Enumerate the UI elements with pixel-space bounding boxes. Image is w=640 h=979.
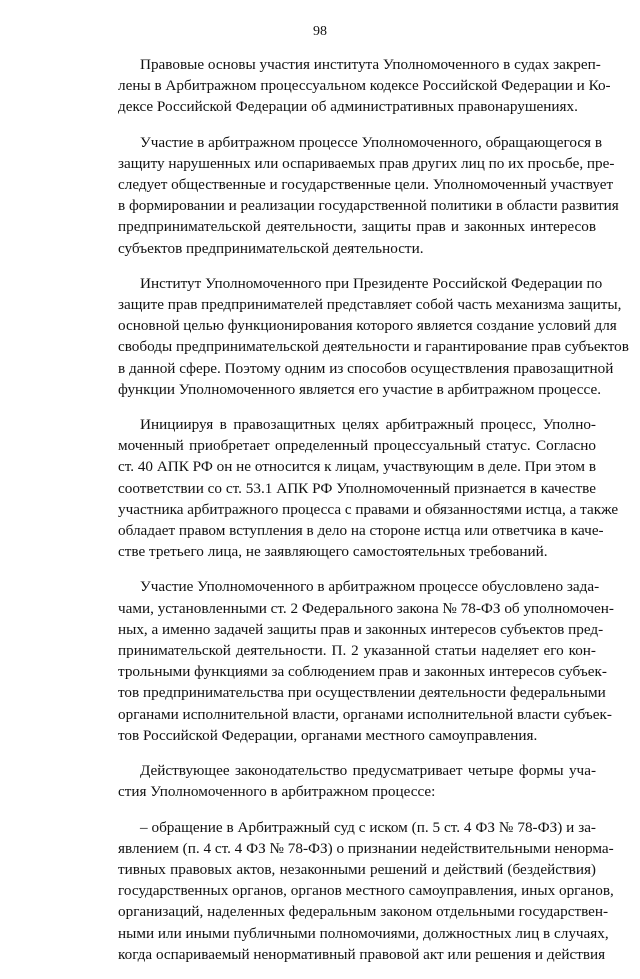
- text-line: тивных правовых актов, незаконными решений и действий (бездействия): [118, 860, 596, 878]
- text-line: принимательской деятельности. П. 2 указанной статьи наделяет его кон-: [118, 642, 596, 660]
- text-line: дексе Российской Федерации об административных правонарушениях.: [118, 98, 578, 116]
- text-line: обладает правом вступления в дело на стороне истца или ответчика в каче-: [118, 522, 604, 540]
- text-line: лены в Арбитражном процессуальном кодексе Российской Федерации и Ко-: [118, 77, 611, 95]
- text-line: ных, а именно задачей защиты прав и законных интересов субъектов пред-: [118, 620, 604, 638]
- text-line: защите прав предпринимателей представляет собой часть механизма защиты,: [118, 296, 622, 314]
- text-line: предпринимательской деятельности, защиты прав и законных интересов: [118, 218, 596, 236]
- paragraph-form-lawsuit: [118, 817, 614, 965]
- text-line: Участие Уполномоченного в арбитражном процессе обусловлено зада-: [140, 578, 600, 596]
- text-line: основной целью функционирования которого является создание условий для: [118, 317, 617, 335]
- text-line: функции Уполномоченного является его участие в арбитражном процессе.: [118, 380, 601, 398]
- text-line: стия Уполномоченного в арбитражном процессе:: [118, 783, 436, 801]
- text-line: Участие в арбитражном процессе Уполномоченного, обращающегося в: [140, 133, 603, 151]
- paragraph-procedural-status: [118, 414, 619, 562]
- paragraph-forms-intro: [118, 760, 596, 802]
- text-line: Институт Уполномоченного при Президенте Российской Федерации по: [140, 274, 603, 292]
- paragraph-institute-purpose: [118, 273, 629, 400]
- text-line: в формировании и реализации государственной политики в области развития: [118, 197, 619, 215]
- text-line: субъектов предпринимательской деятельности.: [118, 239, 424, 257]
- text-line: – обращение в Арбитражный суд с иском (п. 5 ст. 4 ФЗ № 78-ФЗ) и за-: [140, 818, 596, 836]
- text-line: следует общественные и государственные цели. Уполномоченный участвует: [118, 176, 614, 194]
- text-line: когда оспариваемый ненормативный правовой акт или решения и действия: [118, 945, 606, 963]
- text-line: Действующее законодательство предусматривает четыре формы уча-: [140, 762, 596, 780]
- text-line: соответствии со ст. 53.1 АПК РФ Уполномоченный признается в качестве: [118, 479, 596, 497]
- text-line: ст. 40 АПК РФ он не относится к лицам, участвующим в деле. При этом в: [118, 458, 596, 476]
- text-line: Правовые основы участия института Уполномоченного в судах закреп-: [140, 56, 601, 73]
- text-line: чами, установленными ст. 2 Федерального закона № 78-ФЗ об уполномочен-: [118, 599, 614, 617]
- text-line: стве третьего лица, не заявляющего самостоятельных требований.: [118, 543, 548, 561]
- paragraph-legal-basis: [118, 54, 611, 118]
- text-line: защиту нарушенных или оспариваемых прав других лиц по их просьбе, пре-: [118, 154, 615, 172]
- text-line: тов Российской Федерации, органами местного самоуправления.: [118, 726, 538, 744]
- text-line: в данной сфере. Поэтому одним из способов осуществления правозащитной: [118, 359, 614, 377]
- text-line: организаций, наделенных федеральным законом отдельными государствен-: [118, 903, 609, 921]
- text-line: органами исполнительной власти, органами исполнительной власти субъек-: [118, 705, 612, 723]
- text-line: тов предпринимательства при осуществлении деятельности федеральными: [118, 684, 606, 702]
- text-line: трольными функциями за соблюдением прав и законных интересов субъек-: [118, 663, 607, 681]
- text-line: моченный приобретает определенный процессуальный статус. Согласно: [118, 437, 596, 455]
- text-line: явлением (п. 4 ст. 4 ФЗ № 78-ФЗ) о признании недействительными ненорма-: [118, 839, 614, 857]
- text-line: участника арбитражного процесса с правами и обязанностями истца, а также: [118, 500, 619, 518]
- text-line: государственных органов, органов местного самоуправления, иных органов,: [118, 882, 614, 900]
- text-line: Инициируя в правозащитных целях арбитражный процесс, Уполно-: [140, 416, 596, 434]
- paragraph-participation-goals: [118, 132, 619, 259]
- body-text: [118, 54, 629, 979]
- text-line: свободы предпринимательской деятельности и гарантирование прав субъектов: [118, 338, 629, 356]
- paragraph-federal-law-tasks: [118, 576, 614, 746]
- page-number: 98: [313, 24, 327, 39]
- text-line: ными или иными публичными полномочиями, должностных лиц в случаях,: [118, 924, 609, 942]
